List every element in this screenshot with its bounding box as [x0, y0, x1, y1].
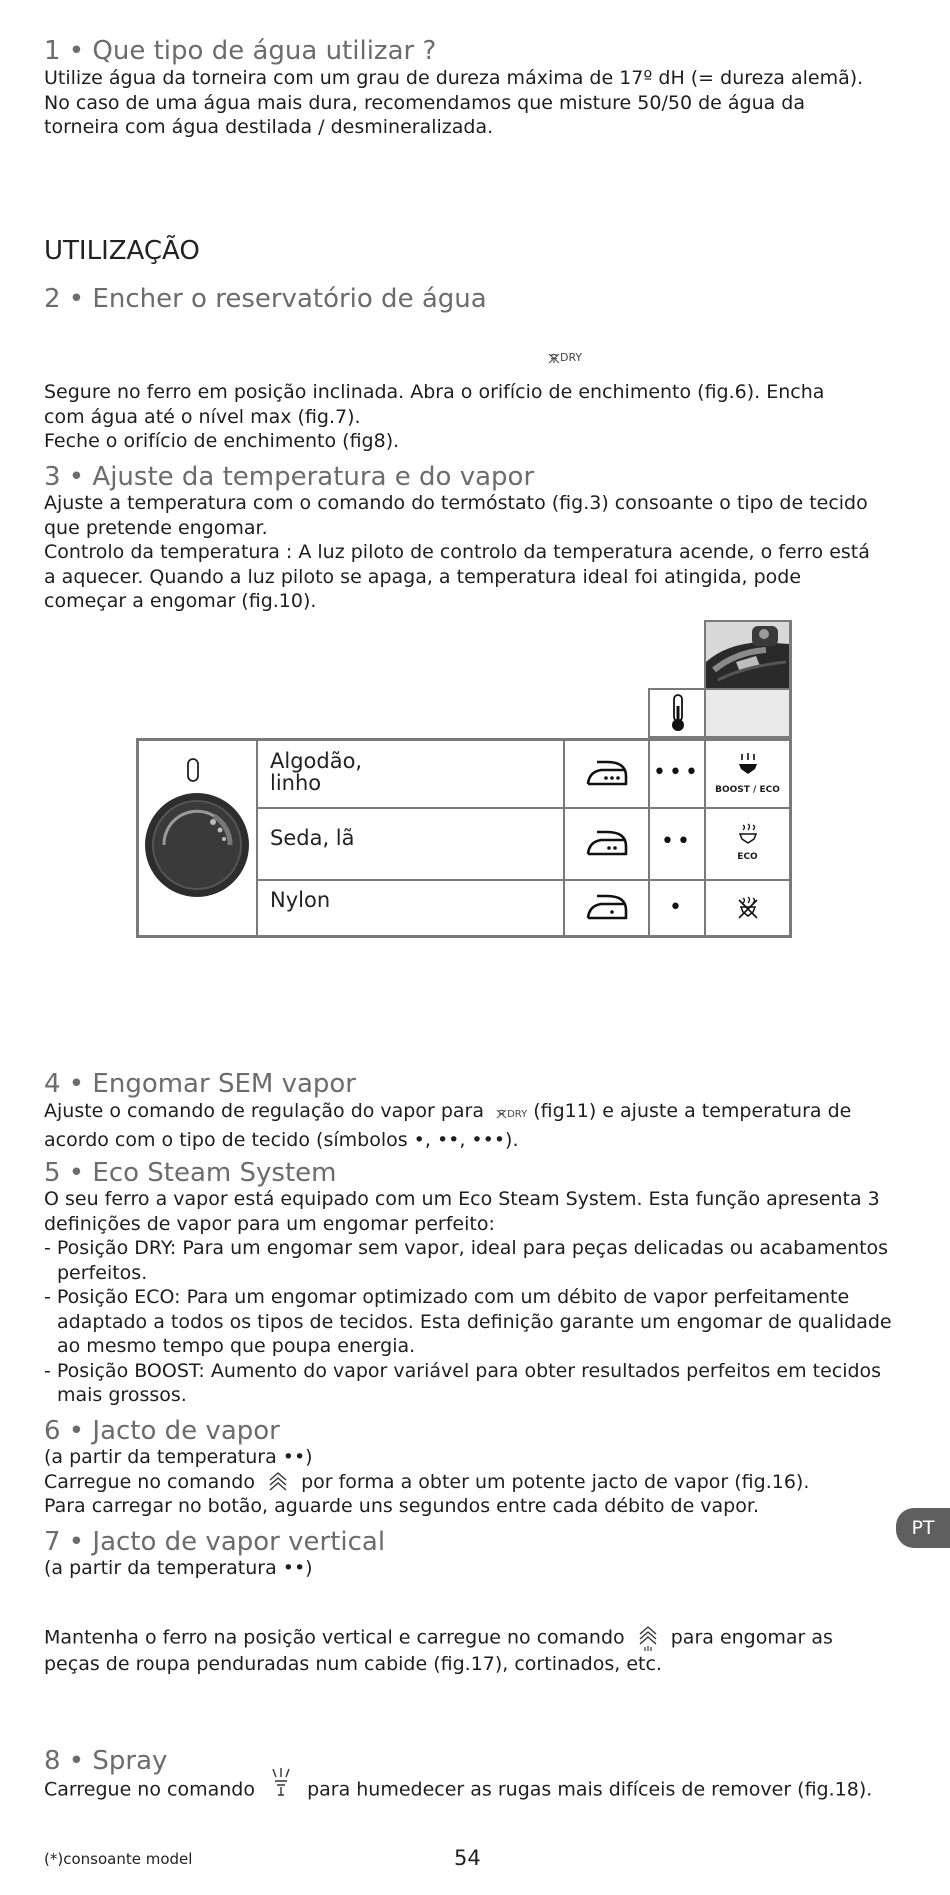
fabric-label: linho: [270, 771, 322, 795]
iron-icon: [585, 892, 629, 922]
fabric-label: Seda, lã: [270, 826, 355, 850]
iron-icon: [585, 828, 629, 858]
text-line: Controlo da temperatura : A luz piloto de controlo da temperatura acende, o ferro está: [44, 541, 870, 563]
text-line: Feche o orifício de enchimento (fig8).: [44, 430, 400, 452]
text-line: No caso de uma água mais dura, recomendamos que misture 50/50 de água da: [44, 91, 806, 114]
text-line: com água até o nível max (fig.7).: [44, 405, 361, 428]
iron-icon: [585, 758, 629, 788]
text-line: - Posição DRY: Para um engomar sem vapor, ideal para peças delicadas ou acabamentos: [44, 1237, 889, 1259]
section-4-title: 4 • Engomar SEM vapor: [44, 1069, 356, 1099]
section-5-text: [44, 1187, 904, 1408]
text-segment: Carregue no comando: [44, 1470, 255, 1493]
text-line: peças de roupa penduradas num cabide (fig.17), cortinados, etc.: [44, 1653, 662, 1675]
text-line: Utilize água da torneira com um grau de dureza máxima de 17º dH (= dureza alemã).: [44, 67, 864, 89]
section-7-title: 7 • Jacto de vapor vertical: [44, 1527, 386, 1557]
text-segment: Mantenha o ferro na posição vertical e carregue no comando: [44, 1626, 625, 1649]
text-line: [44, 1470, 904, 1495]
text-line: - Posição ECO: Para um engomar optimizado com um débito de vapor perfeitamente: [44, 1286, 850, 1308]
dry-label: DRY: [507, 1109, 528, 1120]
section-8-title: 8 • Spray: [44, 1746, 168, 1776]
page-number: 54: [454, 1846, 481, 1870]
text-line: adaptado a todos os tipos de tecidos. Esta definição garante um engomar de qualidade: [57, 1310, 892, 1333]
fabric-nylon: [270, 889, 330, 911]
text-line: (a partir da temperatura ••): [44, 1557, 313, 1579]
dry-indicator: [496, 1109, 527, 1120]
text-line: definições de vapor para um engomar perfeito:: [44, 1212, 495, 1235]
dry-steam-icon: [496, 1109, 507, 1119]
text-line: Para carregar no botão, aguarde uns segundos entre cada débito de vapor.: [44, 1495, 759, 1517]
section-6-title: 6 • Jacto de vapor: [44, 1416, 280, 1446]
temperature-dots: •••: [653, 760, 701, 785]
iron-photo: [706, 622, 789, 688]
text-line: [44, 1775, 904, 1805]
text-segment: para humedecer as rugas mais difíceis de remover (fig.18).: [307, 1778, 873, 1801]
thermostat-dial-icon: [144, 792, 250, 898]
text-line: Ajuste a temperatura com o comando do termóstato (fig.3) consoante o tipo de tecido: [44, 492, 868, 514]
text-line: [44, 1624, 904, 1652]
section-5-title: 5 • Eco Steam System: [44, 1158, 337, 1188]
section-3-title: 3 • Ajuste da temperatura e do vapor: [44, 462, 535, 492]
fabric-cotton-linen: [270, 750, 362, 794]
page-section-title: UTILIZAÇÃO: [44, 236, 200, 266]
eco-steam-icon: [737, 823, 759, 849]
no-steam-icon: [737, 896, 759, 920]
text-line: ao mesmo tempo que poupa energia.: [57, 1335, 416, 1357]
footnote: (*)consoante model: [44, 1850, 193, 1868]
text-segment: Carregue no comando: [44, 1778, 255, 1801]
steam-label: ECO: [737, 852, 758, 862]
section-8-text: [44, 1775, 904, 1805]
section-2-title: 2 • Encher o reservatório de água: [44, 284, 487, 314]
steam-burst-icon: [267, 1470, 289, 1494]
text-line: [44, 1099, 904, 1128]
fabric-label: Algodão,: [270, 749, 363, 773]
text-segment: (fig11) e ajuste a temperatura de: [533, 1100, 852, 1122]
text-line: a aquecer. Quando a luz piloto se apaga, a temperatura ideal foi atingida, pode: [44, 565, 802, 588]
text-line: começar a engomar (fig.10).: [44, 590, 317, 612]
text-segment: para engomar as: [670, 1626, 833, 1649]
fabric-label: Nylon: [270, 888, 331, 912]
section-1-title: 1 • Que tipo de água utilizar ?: [44, 36, 437, 66]
dial-indicator-icon: [186, 757, 200, 783]
text-line: que pretende engomar.: [44, 516, 268, 539]
text-line: - Posição BOOST: Aumento do vapor variável para obter resultados perfeitos em tecidos: [44, 1359, 882, 1382]
text-line: (a partir da temperatura ••): [44, 1446, 313, 1468]
spray-icon: [269, 1767, 293, 1797]
fabric-silk-wool: [270, 827, 355, 849]
dry-label: DRY: [560, 351, 583, 364]
section-3-text: [44, 491, 904, 614]
temperature-dots: •: [669, 895, 685, 920]
boost-steam-icon: [737, 752, 759, 778]
section-4-text: [44, 1099, 904, 1152]
section-7-text-2: [44, 1624, 904, 1677]
steam-label: BOOST / ECO: [715, 785, 780, 795]
text-segment: por forma a obter um potente jacto de vapor (fig.16).: [301, 1470, 810, 1493]
text-line: Segure no ferro em posição inclinada. Abra o orifício de enchimento (fig.6). Encha: [44, 381, 825, 403]
temperature-dots: ••: [661, 829, 693, 854]
vertical-steam-icon: [637, 1624, 659, 1652]
text-line: perfeitos.: [57, 1261, 148, 1284]
dry-indicator: [548, 351, 582, 364]
text-segment: Ajuste o comando de regulação do vapor para: [44, 1100, 485, 1122]
language-tab: PT: [896, 1508, 950, 1548]
text-line: mais grossos.: [57, 1384, 187, 1406]
section-2-text: [44, 380, 904, 454]
section-1-text: [44, 66, 904, 140]
section-7-text: [44, 1556, 904, 1581]
thermometer-icon: [667, 692, 689, 734]
text-line: torneira com água destilada / desmineralizada.: [44, 116, 494, 138]
text-line: O seu ferro a vapor está equipado com um Eco Steam System. Esta função apresenta 3: [44, 1188, 880, 1210]
section-6-text: [44, 1445, 904, 1519]
dry-steam-icon: [548, 353, 560, 364]
text-line: acordo com o tipo de tecido (símbolos •, ••, •••).: [44, 1128, 519, 1151]
